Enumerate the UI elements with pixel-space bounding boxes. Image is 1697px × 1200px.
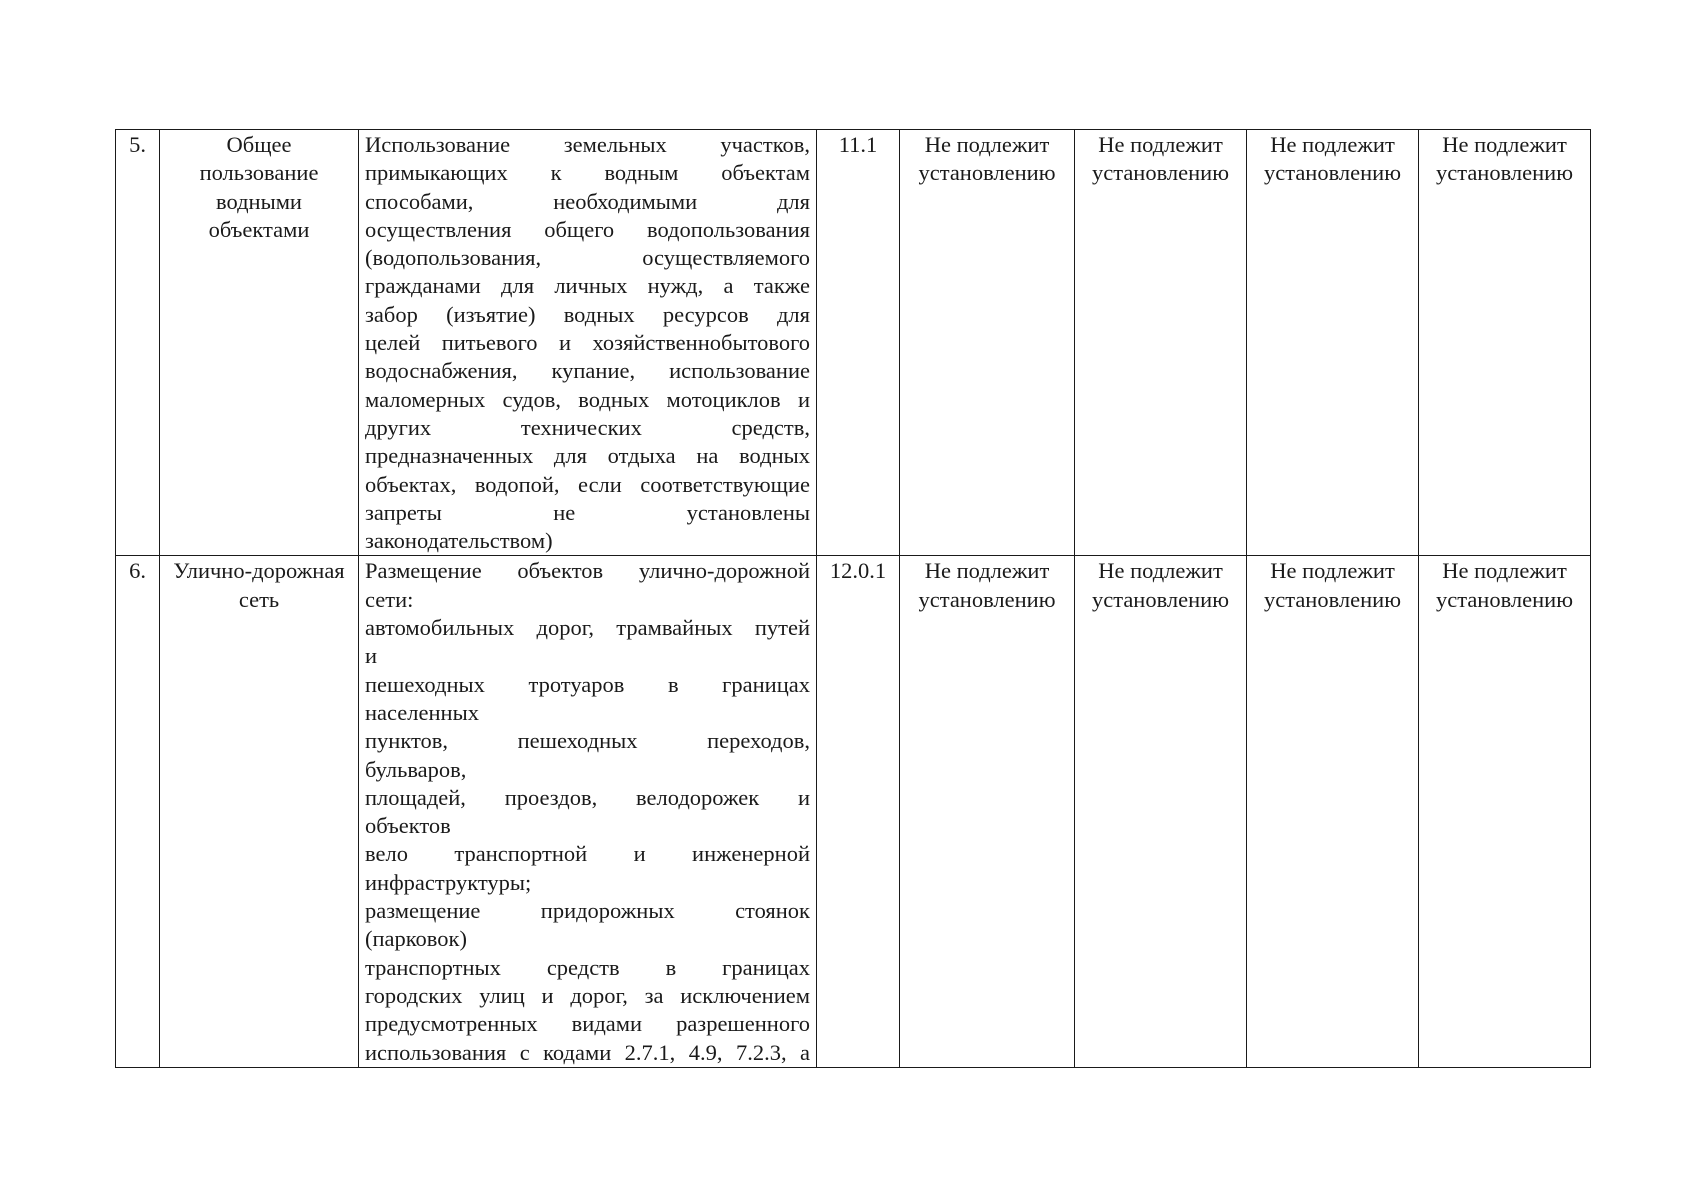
parameter-value: Не подлежит установлению [900, 130, 1075, 556]
row-number: 6. [116, 556, 160, 1067]
land-use-table [115, 129, 1591, 1068]
description-line: городских улиц и дорог, за исключением [365, 982, 810, 1008]
description-line: использования с кодами 2.7.1, 4.9, 7.2.3, а [365, 1039, 810, 1065]
row-number: 5. [116, 130, 160, 556]
description-line: целей питьевого и хозяйственнобытового [365, 330, 810, 356]
description-line: объектов [365, 813, 451, 839]
description-line: водоснабжения, купание, использование [365, 358, 810, 384]
description-line: автомобильных дорог, трамвайных путей [365, 615, 810, 641]
classification-code: 12.0.1 [817, 556, 900, 1067]
description-line: запреты не установлены [365, 499, 810, 525]
description-line: размещение придорожных стоянок [365, 898, 810, 924]
description-line: способами, необходимыми для [365, 188, 810, 214]
description-line: инфраструктуры; [365, 869, 532, 895]
use-type-description [359, 556, 817, 1067]
use-type-name: Общее пользование водными объектами [160, 130, 359, 556]
description-line: пешеходных тротуаров в границах [365, 671, 810, 697]
description-line: забор (изъятие) водных ресурсов для [365, 301, 810, 327]
description-line: бульваров, [365, 756, 467, 782]
description-line: площадей, проездов, велодорожек и [365, 784, 810, 810]
table-row [116, 130, 1591, 556]
description-line: пунктов, пешеходных переходов, [365, 728, 810, 754]
description-line: предусмотренных видами разрешенного [365, 1011, 810, 1037]
parameter-value: Не подлежит установлению [900, 556, 1075, 1067]
description-line: гражданами для личных нужд, а также [365, 273, 810, 299]
parameter-value: Не подлежит установлению [1247, 556, 1419, 1067]
description-line: сети: [365, 586, 414, 612]
description-line: объектах, водопой, если соответствующие [365, 471, 810, 497]
description-line: (водопользования, осуществляемого [365, 245, 810, 271]
parameter-value: Не подлежит установлению [1419, 556, 1591, 1067]
classification-code: 11.1 [817, 130, 900, 556]
table-row [116, 556, 1591, 1067]
description-line: транспортных средств в границах [365, 954, 810, 980]
description-line: предназначенных для отдыха на водных [365, 443, 810, 469]
description-line: населенных [365, 699, 479, 725]
description-line: Размещение объектов улично-дорожной [365, 558, 810, 584]
parameter-value: Не подлежит установлению [1075, 556, 1247, 1067]
description-line: (парковок) [365, 926, 467, 952]
use-type-name: Улично-дорожная сеть [160, 556, 359, 1067]
description-line: и [365, 643, 378, 669]
description-line: маломерных судов, водных мотоциклов и [365, 386, 810, 412]
description-line: других технических средств, [365, 414, 810, 440]
use-type-description [359, 130, 817, 556]
description-line: законодательством) [365, 528, 553, 554]
description-line: вело транспортной и инженерной [365, 841, 810, 867]
parameter-value: Не подлежит установлению [1075, 130, 1247, 556]
description-line: осуществления общего водопользования [365, 216, 810, 242]
description-line: примыкающих к водным объектам [365, 160, 810, 186]
parameter-value: Не подлежит установлению [1419, 130, 1591, 556]
description-line: Использование земельных участков, [365, 132, 810, 157]
parameter-value: Не подлежит установлению [1247, 130, 1419, 556]
